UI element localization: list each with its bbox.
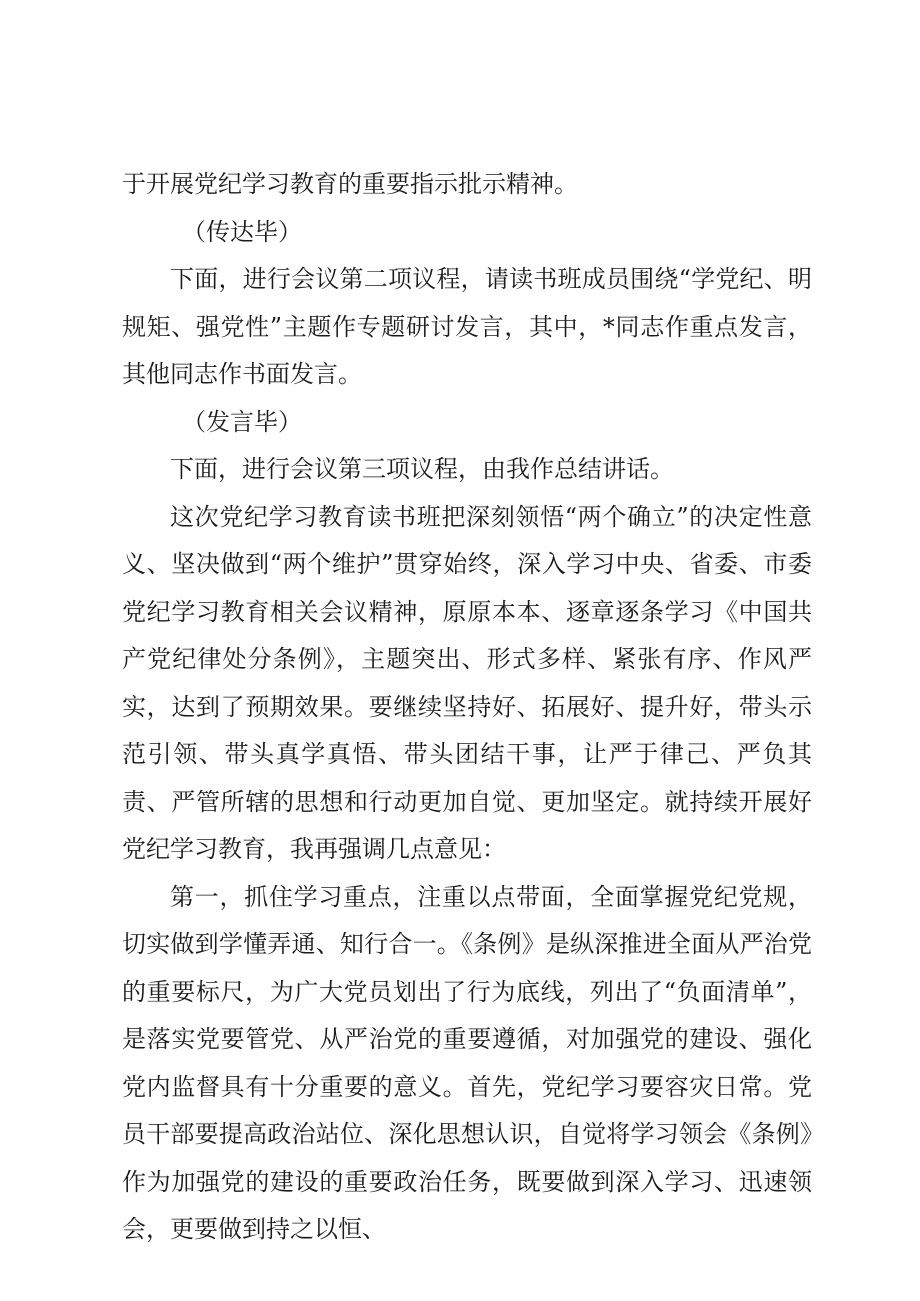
paragraph-note-speech-finished: （发言毕） — [182, 407, 302, 436]
paragraph-continuation: 于开展党纪学习教育的重要指示批示精神。 — [122, 170, 578, 198]
document-body — [122, 161, 812, 1254]
paragraph-note-relay-finished: （传达毕） — [182, 217, 302, 246]
paragraph-summary: 这次党纪学习教育读书班把深刻领悟“两个确立”的决定性意义、坚决做到“两个维护”贯穿始终，深入学习中央、省委、市委党纪学习教育相关会议精神，原原本本、逐章逐条学习《中国共产党纪律处分条例》，主题突出、形式多样、紧张有序、作风严实，达到了预期效果。要继续坚持好、拓展好、提升好，带头示范引领、带头真学真悟、带头团结干事，让严于律己、严负其责、严管所辖的思想和行动更加自觉、更加坚定。就持续开展好党纪学习教育，我再强调几点意见： — [122, 502, 812, 863]
paragraph-agenda-item-two: 下面，进行会议第二项议程，请读书班成员围绕“学党纪、明规矩、强党性”主题作专题研讨发言，其中，*同志作重点发言，其他同志作书面发言。 — [122, 265, 812, 388]
paragraph-point-one: 第一，抓住学习重点，注重以点带面，全面掌握党纪党规，切实做到学懂弄通、知行合一。《条例》是纵深推进全面从严治党的重要标尺，为广大党员划出了行为底线，列出了“负面清单”，是落实党要管党、从严治党的重要遵循，对加强党的建设、强化党内监督具有十分重要的意义。首先，党纪学习要容灾日常。党员干部要提高政治站位、深化思想认识，自觉将学习领会《条例》作为加强党的建设的重要政治任务，既要做到深入学习、迅速领会，更要做到持之以恒、 — [122, 882, 812, 1243]
paragraph-agenda-item-three: 下面，进行会议第三项议程，由我作总结讲话。 — [170, 455, 674, 483]
